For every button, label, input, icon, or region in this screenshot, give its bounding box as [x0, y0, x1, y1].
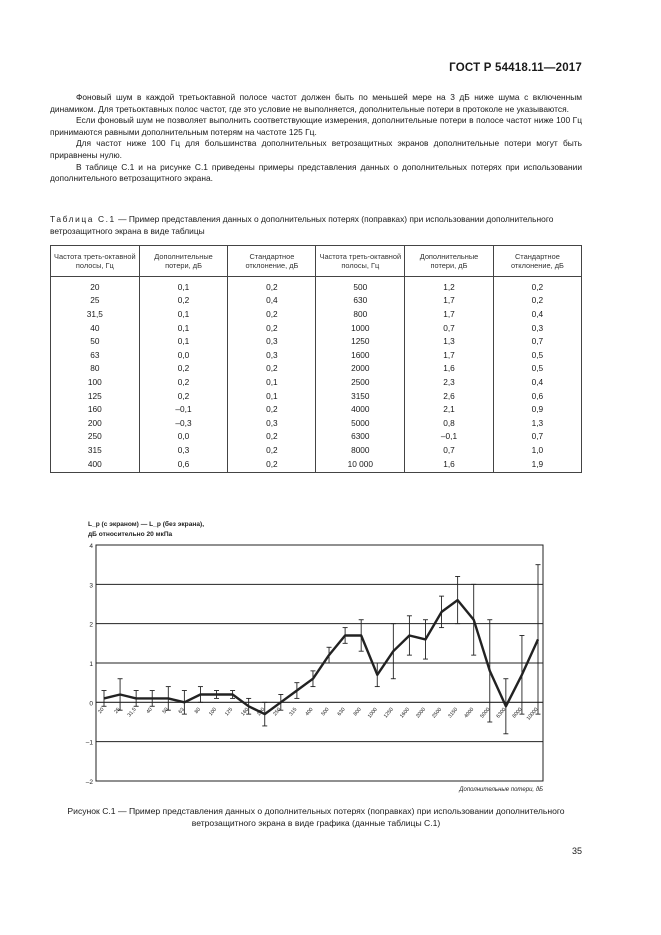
table-cell: 3150 [316, 389, 405, 403]
table-cell: 0,7 [493, 334, 581, 348]
y-tick-label: 0 [89, 700, 93, 708]
x-tick-label: 40 [145, 706, 154, 716]
data-table [50, 245, 582, 473]
y-tick-label: –2 [85, 779, 93, 786]
table-cell: 0,2 [139, 389, 228, 403]
column-header: Стандартное отклонение, дБ [493, 246, 581, 277]
x-tick-label: 3150 [447, 706, 460, 720]
table-row [51, 277, 582, 294]
table-cell: 0,4 [493, 375, 581, 389]
document-id: ГОСТ Р 54418.11—2017 [449, 62, 582, 74]
table-cell: 1,7 [405, 294, 494, 308]
x-tick-label: 125 [223, 706, 235, 718]
table-cell: 0,4 [228, 294, 316, 308]
series-line [104, 600, 538, 714]
table-cell: 63 [51, 348, 140, 362]
table-cell: 0,2 [228, 402, 316, 416]
table-row [51, 416, 582, 430]
figure-caption: Рисунок С.1 — Пример представления данных о дополнительных потерях (поправках) при использовании дополнительного ветрозащитного экрана в виде графика (данные таблицы С.1) [67, 806, 565, 828]
paragraph: Для частот ниже 100 Гц для большинства дополнительных ветрозащитных экранов дополнительные потери могут быть приравнены нулю. [50, 138, 582, 160]
table-cell: 31,5 [51, 307, 140, 321]
paragraph: Если фоновый шум не позволяет выполнить соответствующие измерения, дополнительные потери в полосе частот ниже 100 Гц принимаются равными дополнительным потерям на частоте 125 Гц. [50, 115, 582, 137]
table-row [51, 443, 582, 457]
table-cell: 6300 [316, 430, 405, 444]
table-caption-text: — Пример представления данных о дополнительных потерях (поправках) при использовании дополнительного ветрозащитного экрана в виде таблицы [50, 214, 554, 236]
table-cell: 200 [51, 416, 140, 430]
table-cell: 0,2 [228, 457, 316, 473]
chart-svg [0, 515, 661, 805]
x-tick-label: 630 [336, 706, 347, 718]
table-cell: 1,9 [493, 457, 581, 473]
table-cell: 160 [51, 402, 140, 416]
x-tick-label: 2000 [415, 706, 428, 720]
table-row [51, 430, 582, 444]
table-cell: 0,5 [493, 362, 581, 376]
table-caption-label: Таблица С.1 [50, 214, 116, 224]
x-tick-label: 50 [161, 706, 170, 716]
table-cell: 0,3 [139, 443, 228, 457]
table-cell: 2,6 [405, 389, 494, 403]
table-cell: 0,6 [139, 457, 228, 473]
table-cell: 2,3 [405, 375, 494, 389]
table-cell: 1000 [316, 321, 405, 335]
table-cell: 0,3 [228, 334, 316, 348]
body-text [50, 92, 582, 185]
x-tick-label: 800 [352, 706, 363, 718]
table-cell: –0,1 [139, 402, 228, 416]
x-axis-title: Дополнительные потери, дБ [459, 787, 543, 793]
table-cell: 1,7 [405, 307, 494, 321]
table-row [51, 321, 582, 335]
table-cell: 1600 [316, 348, 405, 362]
table-cell: 0,5 [493, 348, 581, 362]
x-tick-label: 6300 [495, 706, 508, 720]
table-cell: 1,3 [493, 416, 581, 430]
table-cell: 0,7 [493, 430, 581, 444]
table-cell: 250 [51, 430, 140, 444]
table-cell: 0,2 [139, 362, 228, 376]
x-tick-label: 200 [256, 706, 267, 718]
table-cell: 630 [316, 294, 405, 308]
table-cell: 0,9 [493, 402, 581, 416]
table-cell: 0,7 [405, 443, 494, 457]
table-cell: 0,2 [228, 430, 316, 444]
table-row [51, 307, 582, 321]
x-tick-label: 1000 [366, 706, 379, 720]
table-row [51, 375, 582, 389]
table-cell: 2,1 [405, 402, 494, 416]
table-cell: 125 [51, 389, 140, 403]
y-axis-title-line2: дБ относительно 20 мкПа [88, 531, 173, 538]
x-tick-label: 315 [288, 706, 299, 718]
column-header: Дополнительные потери, дБ [405, 246, 494, 277]
table-cell: 0,3 [493, 321, 581, 335]
table-cell: 80 [51, 362, 140, 376]
x-tick-label: 25 [113, 706, 122, 716]
table-cell: 500 [316, 277, 405, 294]
page-number: 35 [571, 846, 582, 856]
x-tick-label: 63 [177, 706, 186, 716]
table-cell: 1,7 [405, 348, 494, 362]
table-cell: –0,3 [139, 416, 228, 430]
table-cell: 0,1 [139, 334, 228, 348]
table-cell: 2000 [316, 362, 405, 376]
table-cell: 0,2 [493, 294, 581, 308]
x-tick-label: 100 [207, 706, 219, 718]
table-cell: 100 [51, 375, 140, 389]
table-cell: 0,0 [139, 348, 228, 362]
x-tick-label: 400 [304, 706, 315, 718]
table-cell: 1,0 [493, 443, 581, 457]
y-tick-label: –1 [85, 739, 93, 747]
paragraph: Фоновый шум в каждой третьоктавной полосе частот должен быть по меньшей мере на 3 дБ ниже шума с включенным динамиком. Для третьоктавных полос частот, где это условие не выполняется, дополнительные потери в протоколе не указываются. [50, 92, 582, 114]
table-cell: 5000 [316, 416, 405, 430]
table-cell: 0,2 [228, 362, 316, 376]
table-cell: 0,2 [139, 375, 228, 389]
table-cell: 0,3 [228, 348, 316, 362]
table-cell: 4000 [316, 402, 405, 416]
table-cell: 0,3 [228, 416, 316, 430]
table-cell: 2500 [316, 375, 405, 389]
column-header: Стандартное отклонение, дБ [228, 246, 316, 277]
table-row [51, 348, 582, 362]
x-tick-label: 1250 [382, 706, 395, 720]
table-body [51, 277, 582, 473]
table-cell: 0,1 [228, 375, 316, 389]
x-tick-label: 5000 [479, 706, 492, 720]
table-cell: 0,1 [139, 307, 228, 321]
table-cell: 0,2 [493, 277, 581, 294]
y-tick-label: 3 [89, 582, 93, 590]
table-cell: 1,2 [405, 277, 494, 294]
table-cell: 1,3 [405, 334, 494, 348]
column-header: Дополнительные потери, дБ [139, 246, 228, 277]
x-tick-label: 2500 [431, 706, 444, 720]
x-tick-label: 160 [240, 706, 251, 718]
table-row [51, 294, 582, 308]
table-cell: 25 [51, 294, 140, 308]
table-cell: 1,6 [405, 457, 494, 473]
table-cell: 0,2 [139, 294, 228, 308]
table-cell: 0,6 [493, 389, 581, 403]
y-axis-title-line1: L_p (с экраном) — L_p (без экрана), [88, 521, 205, 528]
table-cell: –0,1 [405, 430, 494, 444]
table-cell: 0,2 [228, 277, 316, 294]
x-tick-label: 31,5 [126, 706, 138, 719]
column-header: Частота треть-октавной полосы, Гц [51, 246, 140, 277]
table-cell: 800 [316, 307, 405, 321]
table-row [51, 457, 582, 473]
x-tick-label: 20 [97, 706, 106, 716]
table-cell: 50 [51, 334, 140, 348]
table-cell: 20 [51, 277, 140, 294]
table-row [51, 334, 582, 348]
table-cell: 1,6 [405, 362, 494, 376]
table-cell: 0,0 [139, 430, 228, 444]
x-tick-label: 8000 [511, 706, 524, 720]
x-tick-label: 250 [272, 706, 283, 718]
table-cell: 0,1 [139, 321, 228, 335]
x-tick-label: 1600 [398, 706, 411, 720]
table-cell: 0,2 [228, 307, 316, 321]
y-tick-label: 1 [89, 661, 93, 668]
table-cell: 0,1 [228, 389, 316, 403]
y-tick-label: 2 [89, 621, 93, 629]
x-tick-label: 10000 [525, 706, 540, 722]
table-cell: 400 [51, 457, 140, 473]
table-cell: 0,2 [228, 321, 316, 335]
table-cell: 1250 [316, 334, 405, 348]
table-cell: 0,2 [228, 443, 316, 457]
x-tick-label: 80 [193, 706, 202, 716]
x-tick-label: 500 [320, 706, 331, 718]
table-cell: 8000 [316, 443, 405, 457]
table-caption [50, 214, 582, 237]
table-cell: 0,1 [139, 277, 228, 294]
table-cell: 315 [51, 443, 140, 457]
table-row [51, 362, 582, 376]
table-cell: 0,8 [405, 416, 494, 430]
x-tick-label: 4000 [463, 706, 476, 720]
figure-chart [0, 515, 661, 805]
paragraph: В таблице С.1 и на рисунке С.1 приведены примеры представления данных о дополнительных потерях при использовании дополнительного ветрозащитного экрана. [50, 161, 582, 184]
y-tick-label: 4 [89, 543, 93, 550]
column-header: Частота треть-октавной полосы, Гц [316, 246, 405, 277]
table-row [51, 389, 582, 403]
table-cell: 0,4 [493, 307, 581, 321]
table-row [51, 402, 582, 416]
table-cell: 40 [51, 321, 140, 335]
table-cell: 0,7 [405, 321, 494, 335]
table-header-row [51, 246, 582, 277]
table-cell: 10 000 [316, 457, 405, 473]
